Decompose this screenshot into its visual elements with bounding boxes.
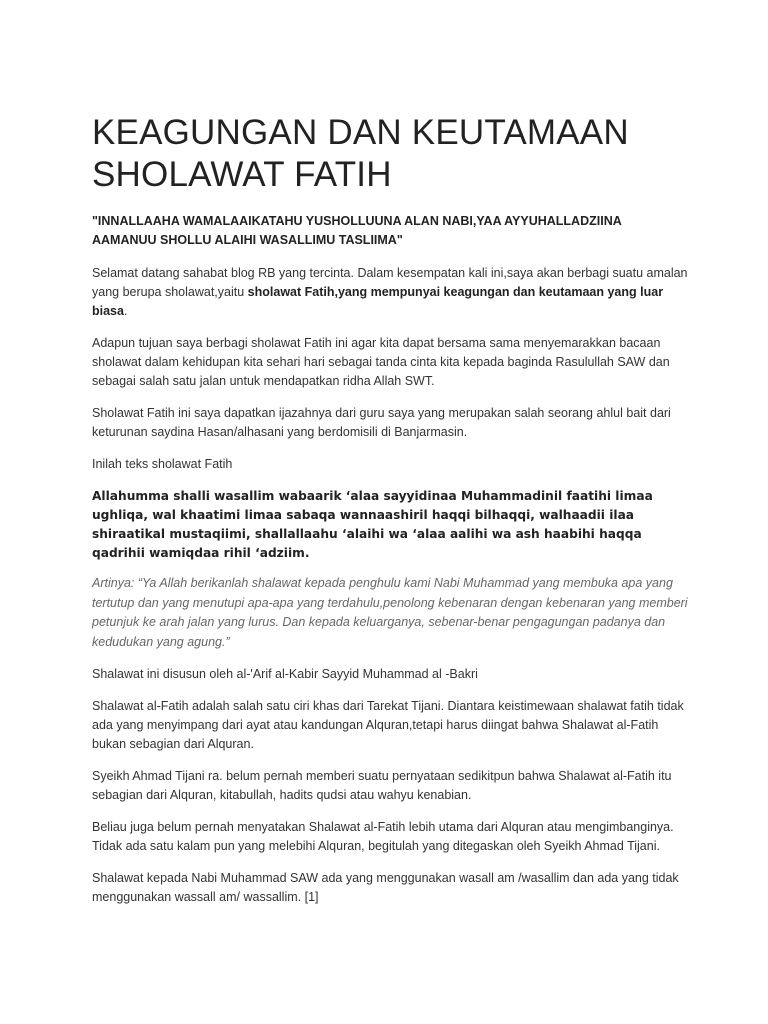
title-line-2: SHOLAWAT FATIH	[92, 155, 392, 194]
page-title	[92, 112, 688, 196]
intro-paragraph	[92, 264, 688, 321]
wasallim-paragraph: Shalawat kepada Nabi Muhammad SAW ada yang menggunakan wasall am /wasallim dan ada yang tidak menggunakan wassall am/ wassallim. [1]	[92, 871, 679, 904]
sholawat-text	[92, 487, 688, 563]
opening-verse: "INNALLAAHA WAMALAAIKATAHU YUSHOLLUUNA ALAN NABI,YAA AYYUHALLADZIINA AAMANUU SHOLLU ALAIHI WASALLIMU TASLIIMA"	[92, 214, 622, 247]
tijani-paragraph: Shalawat al-Fatih adalah salah satu ciri khas dari Tarekat Tijani. Diantara keistimewaan shalawat fatih tidak ada yang menyimpang dari ayat atau kandungan Alquran,tetapi harus diingat bahwa Shalawat al-Fatih bukan sebagian dari Alquran.	[92, 699, 684, 751]
article	[92, 112, 688, 920]
translation-paragraph: Artinya: “Ya Allah berikanlah shalawat kepada penghulu kami Nabi Muhammad yang membuka apa yang tertutup dan yang menutupi apa-apa yang terdahulu,penolong kebenaran dengan kebenaran yang memberi petunjuk ke arah jalan yang lurus. Dan kepada keluarganya, sebenar-benar pengagungan padanya dan kedudukan yang agung.”	[92, 576, 688, 649]
sholawat-line-1: Allahumma shalli wasallim wabaarik ‘alaa sayyidinaa Muhammadinil faatihi limaa ughliqa, wal khaatimi limaa sabaqa wannaashiril haqqi bilhaqqi, walhaadii ilaa shiraatikal mustaqiimi, shallallaahu ‘alaihi wa ‘alaa aalihi wa ash haabihi haqqa	[92, 489, 653, 541]
ijazah-paragraph: Sholawat Fatih ini saya dapatkan ijazahnya dari guru saya yang merupakan salah seorang ahlul bait dari keturunan saydina Hasan/alhasani yang berdomisili di Banjarmasin.	[92, 406, 671, 439]
purpose-paragraph: Adapun tujuan saya berbagi sholawat Fatih ini agar kita dapat bersama sama menyemarakkan bacaan sholawat dalam kehidupan kita sehari hari sebagai tanda cinta kita kepada baginda Rasulullah SAW dan sebagai salah satu jalan untuk mendapatkan ridha Allah SWT.	[92, 336, 670, 388]
author-paragraph: Shalawat ini disusun oleh al-'Arif al-Kabir Sayyid Muhammad al -Bakri	[92, 667, 478, 681]
intro-end: .	[123, 304, 128, 318]
intro-bold: sholawat Fatih,yang mempunyai keagungan dan keutamaan yang luar biasa	[92, 285, 664, 318]
beliau-paragraph: Beliau juga belum pernah menyatakan Shalawat al-Fatih lebih utama dari Alquran atau mengimbanginya. Tidak ada satu kalam pun yang melebihi Alquran, begitulah yang ditegaskan oleh Syeikh Ahmad Tijani.	[92, 820, 674, 853]
text-intro: Inilah teks sholawat Fatih	[92, 457, 233, 471]
syeikh-paragraph: Syeikh Ahmad Tijani ra. belum pernah memberi suatu pernyataan sedikitpun bahwa Shalawat al-Fatih itu sebagian dari Alquran, kitabullah, hadits qudsi atau wahyu kenabian.	[92, 769, 672, 802]
title-line-1: KEAGUNGAN DAN KEUTAMAAN	[92, 113, 629, 152]
sholawat-line-2: qadrihii wamiqdaa rihil ‘adziim.	[92, 546, 310, 560]
intro-text: Selamat datang sahabat blog RB yang tercinta. Dalam kesempatan kali ini,saya akan berbagi suatu amalan yang berupa sholawat,yaitu	[92, 266, 688, 299]
